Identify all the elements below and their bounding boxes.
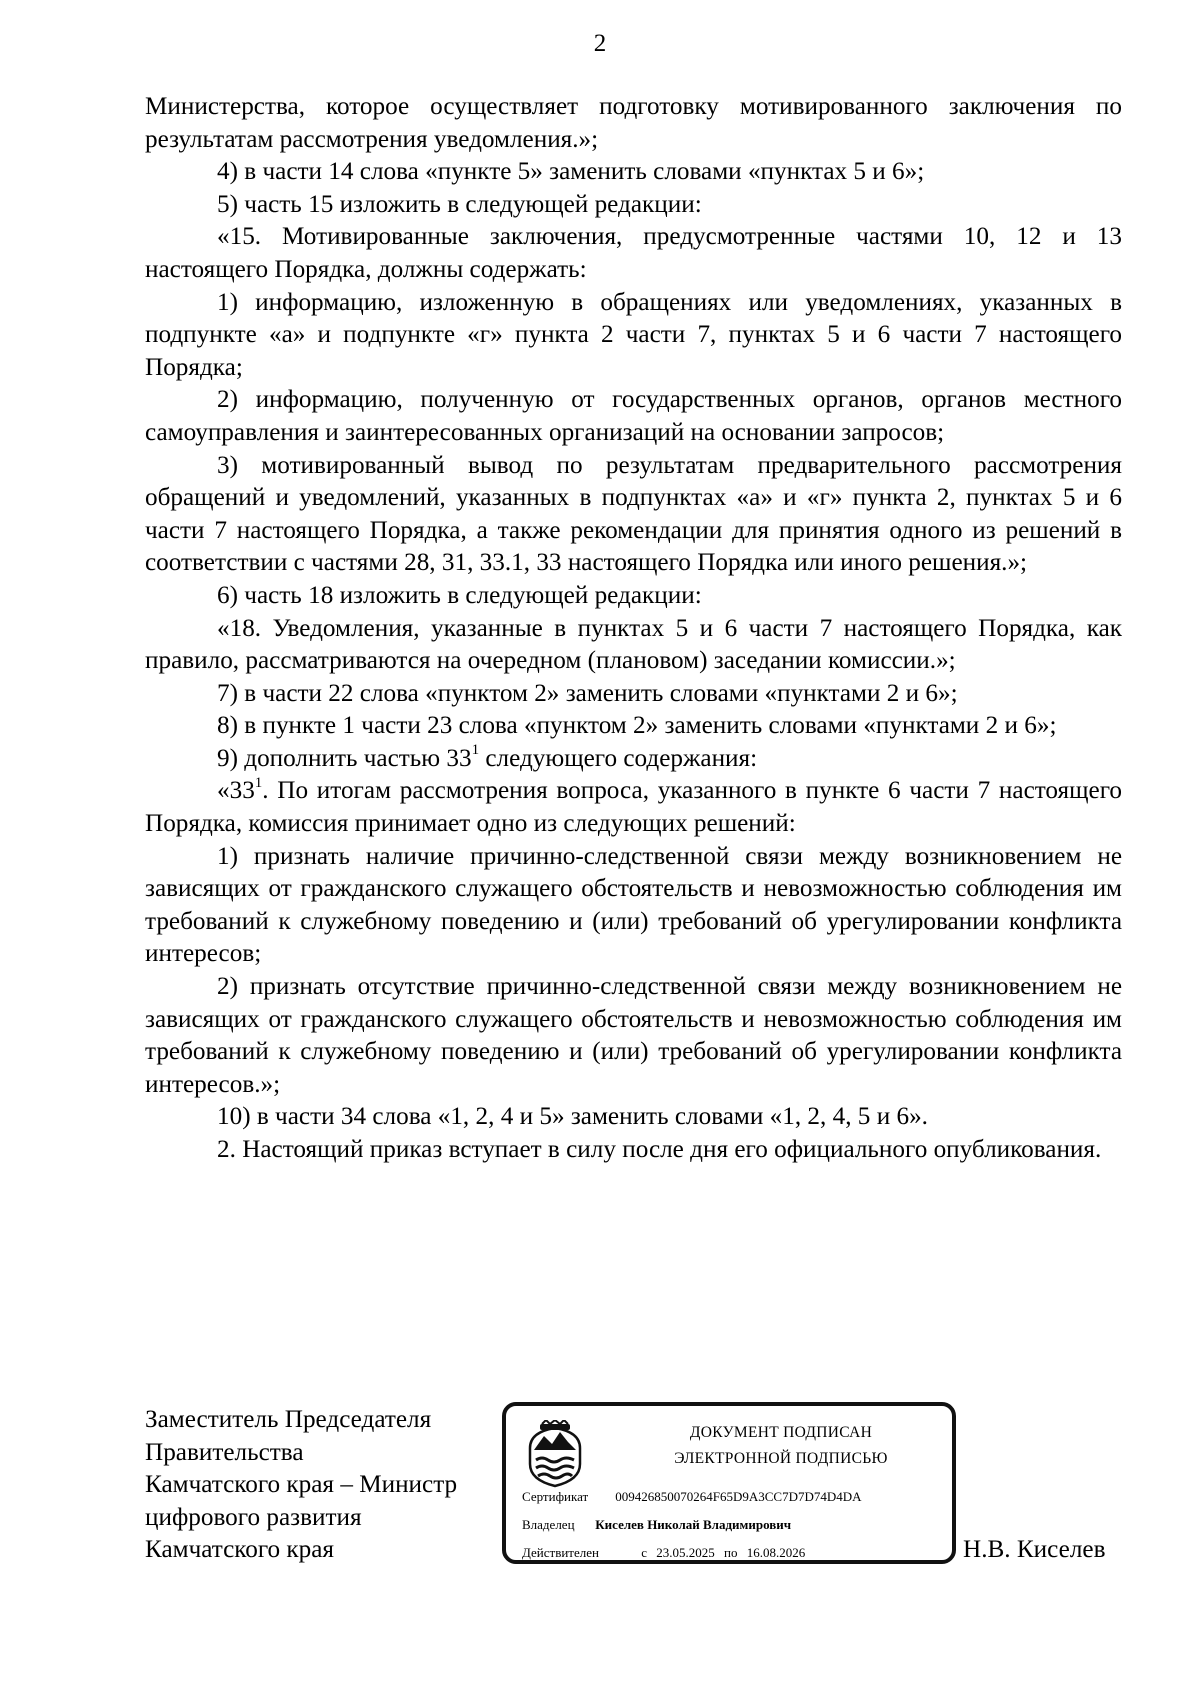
- valid-from-date: 23.05.2025: [656, 1545, 715, 1560]
- paragraph: 5) часть 15 изложить в следующей редакции:: [217, 190, 702, 218]
- paragraph: 10) в части 34 слова «1, 2, 4 и 5» заменить словами «1, 2, 4, 5 и 6».: [217, 1103, 928, 1131]
- validity-label: Действителен: [522, 1545, 599, 1560]
- paragraph-text: «33: [217, 777, 255, 805]
- superscript: 1: [254, 775, 263, 792]
- paragraph: 2) информацию, полученную от государственных органов, органов местного самоуправления и заинтересованных организаций на основании запросов;: [145, 386, 1122, 446]
- stamp-title-line-1: ДОКУМЕНТ ПОДПИСАН: [689, 1424, 873, 1441]
- paragraph: 8) в пункте 1 части 23 слова «пунктом 2» заменить словами «пунктами 2 и 6»;: [217, 712, 1057, 740]
- stamp-validity-row: [522, 1544, 805, 1562]
- paragraph-text: следующего содержания:: [479, 744, 758, 772]
- paragraph: 6) часть 18 изложить в следующей редакции:: [217, 581, 702, 609]
- paragraph: «15. Мотивированные заключения, предусмотренные частями 10, 12 и 13 настоящего Порядка, должны содержать:: [145, 223, 1122, 283]
- paragraph: [145, 775, 1122, 840]
- certificate-label: Сертификат: [522, 1489, 589, 1504]
- kamchatka-emblem-icon: [522, 1420, 588, 1488]
- page-number: 2: [593, 30, 607, 57]
- paragraph: 4) в части 14 слова «пункте 5» заменить словами «пунктах 5 и 6»;: [217, 158, 925, 186]
- owner-value: Киселев Николай Владимирович: [595, 1517, 792, 1532]
- document-body: [145, 91, 1122, 1167]
- paragraph: 1) признать наличие причинно-следственной связи между возникновением не зависящих от гражданского служащего обстоятельств и невозможностью соблюдения им требований к служебному поведению и (или) требований об урегулировании конфликта интересов;: [145, 842, 1122, 968]
- stamp-title-line-2: ЭЛЕКТРОННОЙ ПОДПИСЬЮ: [674, 1450, 888, 1467]
- electronic-signature-stamp: [502, 1402, 956, 1564]
- paragraph: 2. Настоящий приказ вступает в силу после дня его официального опубликования.: [217, 1136, 1102, 1163]
- stamp-title: [616, 1420, 946, 1472]
- certificate-value: 009426850070264F65D9A3CC7D7D74D4DA: [615, 1489, 862, 1504]
- stamp-owner-row: [522, 1516, 791, 1534]
- valid-from-word: с: [641, 1545, 648, 1560]
- valid-to-word: по: [724, 1545, 738, 1560]
- paragraph: [145, 743, 1122, 776]
- paragraph: Министерства, которое осуществляет подготовку мотивированного заключения по результатам рассмотрения уведомления.»;: [145, 93, 1122, 153]
- paragraph: 3) мотивированный вывод по результатам предварительного рассмотрения обращений и уведомлений, указанных в подпунктах «а» и «г» пункта 2, пунктах 5 и 6 части 7 настоящего Порядка, а также рекомендации для принятия одного из решений в соответствии с частями 28, 31, 33.1, 33 настоящего Порядка или иного решения.»;: [145, 451, 1122, 577]
- signatory-position-line: Правительства: [145, 1438, 304, 1466]
- paragraph: 1) информацию, изложенную в обращениях или уведомлениях, указанных в подпункте «а» и подпункте «г» пункта 2 части 7, пунктах 5 и 6 части 7 настоящего Порядка;: [145, 288, 1122, 381]
- owner-label: Владелец: [522, 1517, 575, 1532]
- stamp-certificate-row: [522, 1488, 862, 1506]
- signatory-position-line: цифрового развития: [145, 1503, 362, 1531]
- paragraph-text: 9) дополнить частью 33: [217, 744, 472, 772]
- signatory-position-line: Заместитель Председателя: [145, 1406, 432, 1433]
- valid-to-date: 16.08.2026: [746, 1545, 806, 1560]
- signatory-position: [145, 1404, 505, 1567]
- paragraph: 2) признать отсутствие причинно-следственной связи между возникновением не зависящих от гражданского служащего обстоятельств и невозможностью соблюдения им требований к служебному поведению и (или) требований об урегулировании конфликта интересов.»;: [145, 973, 1122, 1098]
- signatory-name: Н.В. Киселев: [963, 1536, 1106, 1563]
- superscript: 1: [471, 742, 480, 759]
- signatory-position-line: Камчатского края: [145, 1536, 335, 1564]
- paragraph-text: . По итогам рассмотрения вопроса, указанного в пункте 6 части 7 настоящего Порядка, комиссия принимает одно из следующих решений:: [145, 777, 1122, 838]
- paragraph: «18. Уведомления, указанные в пунктах 5 и 6 части 7 настоящего Порядка, как правило, рассматриваются на очередном (плановом) заседании комиссии.»;: [145, 614, 1122, 675]
- signatory-position-line: Камчатского края – Министр: [145, 1471, 458, 1499]
- paragraph: 7) в части 22 слова «пунктом 2» заменить словами «пунктами 2 и 6»;: [217, 679, 958, 707]
